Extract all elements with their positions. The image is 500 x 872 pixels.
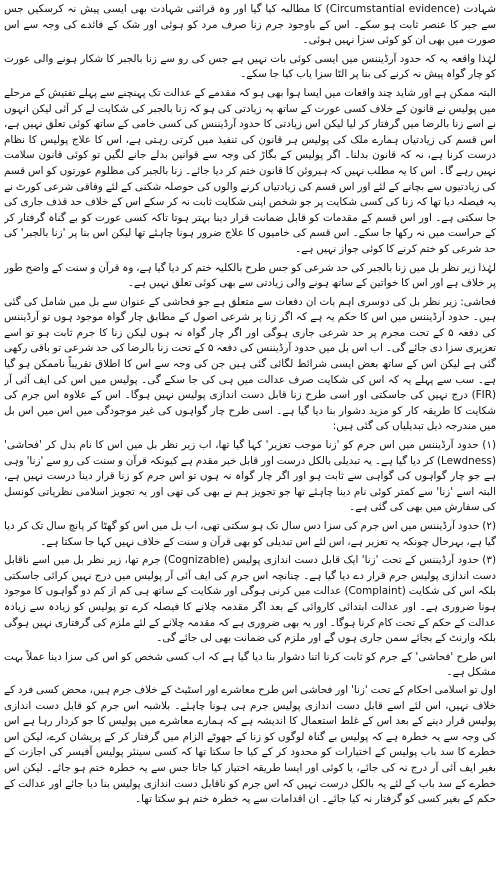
paragraph-closing-argument: اول تو اسلامی احکام کے تحت 'زنا' اور فحاشی اس طرح معاشرے اور اسٹیٹ کے خلاف جرم ہیں، محض کسی فرد کے خلاف نہیں، اس لئے اسے قابل دست اندازی پولیس جرم ہی ہونا چاہئے۔ بلاشبہ اس جرم کو قابل دست اندازی پولیس قرار دینے کے بعد اس کے غلط استعمال کا اندیشہ ہے کہ ہمارے معاشرے میں پولیس کا جو کردار رہا ہے اس کی وجہ سے یہ خطرہ ہے کہ پولیس بے گناہ لوگوں کو زنا کے جھوٹے الزام میں گرفتار کر کے پریشان کرے، لیکن اس خطرے کا سد باب پولیس کے اختیارات کو محدود کر کے کیا جا سکتا تھا کہ کسی سینئر پولیس آفیسر کی اجازت کے بغیر ایف آئی آر درج نہ کی جائے، یا کوئی اور ایسا طریقہ اختیار کیا جاتا جس سے یہ خطرہ ختم ہو جائے۔ لیکن اس خطرے کے سد باب کے لئے یہ بالکل درست نہیں کہ اس جرم کو ناقابل دست اندازی پولیس بنا دیا جائے اور عدالت کے حکم کے بغیر کسی کو گرفتار نہ کیا جائے۔ ان اقدامات سے یہ خطرہ ختم ہو سکتا تھا۔ — [4, 683, 496, 806]
urdu-document-page — [4, 2, 496, 868]
paragraph-circumstantial-evidence: شہادت (Circumstantial evidence) کا مطالبہ کیا گیا اور وہ قرائنی شہادت بھی ایسی پیش نہ کرسکیں جس سے جبر کا عنصر ثابت ہو سکے۔ اس کے باوجود جرم زنا صرف مرد کو ہوئی اور شک کے فائدے کی وجہ سے اس صورت میں بھی ان کو کوئی سزا نہیں ہوئی۔ — [4, 3, 496, 47]
paragraph-point-3-cognizable: (۳) حدود آرڈیننس کے تحت 'زنا' ایک قابل دست اندازی پولیس (Cognizable) جرم تھا، زیر نظر بل میں اسے ناقابل دست اندازی پولیس جرم قرار دے دیا گیا ہے۔ چنانچہ اس جرم کی ایف آئی آر پولیس میں درج نہیں کرائی جاسکتی بلکہ اس کی شکایت (Complaint) عدالت میں کرنی ہوگی اور شکایت کے ساتھ ہی کم از کم دو گواہوں کا موجود ہونا ضروری ہے۔ اور عدالت ابتدائی کاروائی کے بعد اگر مقدمہ چلانے کا فیصلہ کرے تو پولیس کو زیادہ سے زیادہ عدالت کے حکم کے تحت کام کرنا ہوگا۔ اور یہ بھی ضروری ہے کہ مقدمہ چلانے کے لئے ملزم کی گرفتاری نہیں ہوگی بلکہ وارنٹ کے بجائے سمن جاری ہوں گے اور ملزم کی ضمانت بھی لی جائے گی۔ — [4, 554, 496, 645]
paragraph-conclusion-no-punishment: لہٰذا واقعہ یہ کہ حدود آرڈیننس میں ایسی کوئی بات نہیں ہے جس کی رو سے زنا بالجبر کا شکار ہونے والی عورت کو چار گواہ پیش نہ کرنے کی بنا پر الٹا سزا یاب کیا جا سکے۔ — [4, 52, 496, 81]
paragraph-point-1-lewdness: (۱) حدود آرڈیننس میں اس جرم کو 'زنا موجب تعزیر' کہا گیا تھا، اب زیر نظر بل میں اس کا نام بدل کر 'فحاشی' (Lewdness) کر دیا گیا ہے۔ یہ تبدیلی بالکل درست اور قابل خیر مقدم ہے کیونکہ قرآن و سنت کی رو سے 'زنا' وہی ہے جو چار گواہوں کی گواہی سے ثابت ہو اور اگر چار گواہ نہ ہوں تو اس جرم کو زنا قرار دینا درست نہیں ہے، البتہ اسے 'زنا' سے کمتر کوئی نام دینا چاہئے تھا جو تجویز ہم نے بھی کی تھی اور یہ تجویز اسلامی نظریاتی کونسل کی سفارش میں بھی کی گئی ہے۔ — [4, 439, 496, 514]
paragraph-point-2-sentence: (۲) حدود آرڈیننس میں اس جرم کی سزا دس سال تک ہو سکتی تھی، اب بل میں اس کو گھٹا کر پانچ سال تک کر دیا گیا ہے، بہرحال چونکہ یہ تعزیر ہے، اس لئے اس تبدیلی کو بھی قرآن و سنت کے خلاف نہیں کہا جا سکتا ہے۔ — [4, 520, 496, 548]
paragraph-bill-removes-hadd: لہٰذا زیر نظر بل میں زنا بالجبر کی حد شرعی کو جس طرح بالکلیہ ختم کر دیا گیا ہے، وہ قرآن و سنت کے واضح طور پر خلاف ہے اور اس کا خواتین کے ساتھ ہونے والی زیادتی سے بھی کوئی تعلق نہیں ہے۔ — [4, 261, 496, 290]
paragraph-police-misuse: البتہ ممکن ہے اور شاید چند واقعات میں ایسا ہوا بھی ہو کہ مقدمے کے عدالت تک پہنچنے سے پہلے تفتیش کے مرحلے میں پولیس نے قانون کے خلاف کسی عورت کے ساتھ یہ زیادتی کی ہو کہ زنا بالجبر کی شکایت لے کر آئی لیکن انہوں نے اسے زنا بالرضا میں گرفتار کر لیا لیکن اس زیادتی کا حدود آرڈیننس کی کسی خامی کے ساتھ کوئی تعلق نہیں ہے، اس قسم کی زیادتیاں ہمارے ملک کی پولیس ہر قانون کی تنفیذ میں کرتی رہتی ہے، اس کا علاج پولیس کا نظام درست کرنا ہے، نہ کہ قانون بدلنا۔ اگر پولیس کے بگاڑ کی وجہ سے قوانین بدلے جانے لگیں تو کوئی قانون سلامت نہیں رہے گا۔ اس کا یہ مطلب نہیں کہ ہیروئن کا قانون ختم کر دیا جائے۔ زنا بالجبر کی مظلوم عورتوں کو اس قسم کی زیادتیوں سے بچانے کے لئے اور اس قسم کی زیادتیاں کرنے والوں کی حوصلہ شکنی کے لئے وفاقی شرعی کورٹ نے یہ فیصلہ دیا تھا کہ زنا کی کسی شکایت پر جو شخص اپنی شکایت ثابت نہ کر سکے اس کے خلاف حد قذف جاری کی جا سکتی ہے۔ اور اس قسم کے مقدمات کو قابل ضمانت قرار دینا بہتر ہوتا تاکہ کسی عورت کو بے گناہ گرفتار کر کے حراست میں نہ رکھا جا سکے۔ اس قسم کی خامیوں کا علاج ضرور ہونا چاہئے تھا لیکن اس بنا پر 'زنا بالجبر' کی حد شرعی کو ختم کرنے کا کوئی جواز نہیں ہے۔ — [4, 86, 496, 255]
paragraph-hard-to-prove: اس طرح 'فحاشی' کے جرم کو ثابت کرنا اتنا دشوار بنا دیا گیا ہے کہ اب کسی شخص کو اس کی سزا دینا عملاً بہت مشکل ہے۔ — [4, 650, 496, 679]
paragraph-lewdness-intro: فحاشی: زیر نظر بل کی دوسری اہم بات ان دفعات سے متعلق ہے جو فحاشی کے عنوان سے بل میں شامل کی گئی ہیں۔ حدود آرڈیننس میں اس کا حکم یہ ہے کہ اگر زنا پر شرعی اصول کے مطابق چار گواہ موجود ہوں تو آرڈیننس کی دفعہ ۵ کے تحت مجرم پر حد شرعی جاری ہوگی اور اگر چار گواہ نہ ہوں لیکن زنا کا جرم ثابت ہو تو اسے تعزیری سزا دی جائے گی۔ اب اس بل میں حدود آرڈیننس کی دفعہ ۵ کے تحت زنا بالرضا کی حد شرعی تو باقی رکھی گئی ہے لیکن اس کے ساتھ بعض ایسی شرائط لگائی گئی ہیں جن کی وجہ سے اس کا اطلاق تقریباً ناممکن ہو گیا ہے۔ سب سے پہلے یہ کہ اس کی شکایت صرف عدالت میں ہی کی جا سکے گی۔ پولیس میں اس کی ایف آئی آر (FIR) درج نہیں کی جاسکتی اور اسی طرح زنا قابل دست اندازی پولیس نہیں ہوگا۔ اس کے علاوہ اس جرم کی شکایت کا طریقہ کار کو مزید دشوار بنا دیا گیا ہے۔ اسی طرح چار گواہوں کی غیر موجودگی میں اس میں اس بل میں مندرجہ ذیل تبدیلیاں کی گئی ہیں: — [4, 295, 496, 433]
